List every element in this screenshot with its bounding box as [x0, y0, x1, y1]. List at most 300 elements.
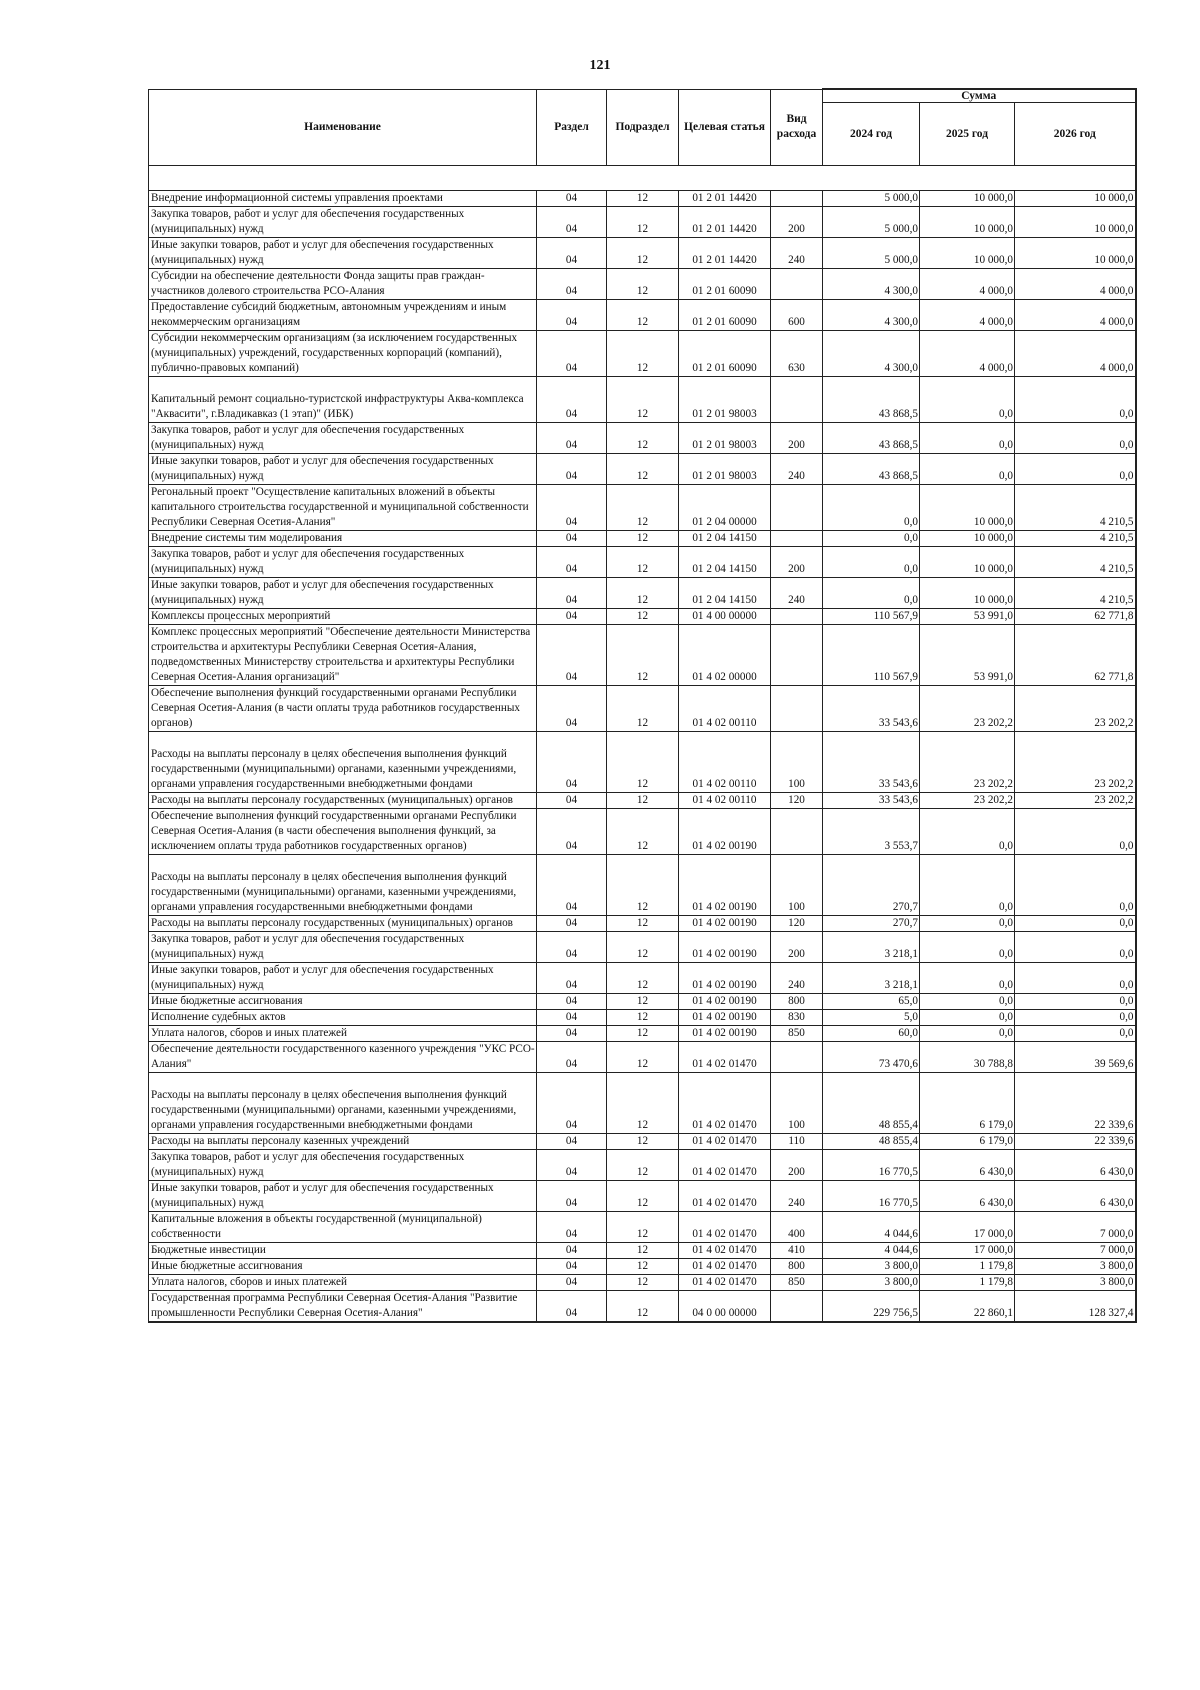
row-2024: 3 800,0	[823, 1259, 920, 1275]
row-name: Расходы на выплаты персоналу государственных (муниципальных) органов	[149, 916, 537, 932]
row-section: 04	[537, 1010, 607, 1026]
row-name: Внедрение системы тим моделирования	[149, 531, 537, 547]
table-row	[149, 686, 1136, 732]
row-subsection: 12	[607, 377, 679, 423]
row-2026: 23 202,2	[1015, 793, 1136, 809]
row-2026: 3 800,0	[1015, 1275, 1136, 1291]
table-row	[149, 1134, 1136, 1150]
row-section: 04	[537, 1259, 607, 1275]
row-section: 04	[537, 809, 607, 855]
row-section: 04	[537, 191, 607, 207]
row-2024: 0,0	[823, 578, 920, 609]
row-2026: 128 327,4	[1015, 1291, 1136, 1323]
row-name: Закупка товаров, работ и услуг для обеспечения государственных (муниципальных) нужд	[149, 207, 537, 238]
row-target-item: 01 4 02 01470	[679, 1259, 771, 1275]
row-name: Иные закупки товаров, работ и услуг для обеспечения государственных (муниципальных) нужд	[149, 454, 537, 485]
row-2024: 3 218,1	[823, 932, 920, 963]
row-section: 04	[537, 793, 607, 809]
row-2026: 4 210,5	[1015, 578, 1136, 609]
row-expense-type: 100	[771, 732, 823, 793]
row-2025: 6 179,0	[920, 1134, 1015, 1150]
row-2026: 22 339,6	[1015, 1073, 1136, 1134]
row-2025: 23 202,2	[920, 793, 1015, 809]
table-row	[149, 609, 1136, 625]
row-subsection: 12	[607, 207, 679, 238]
row-section: 04	[537, 1212, 607, 1243]
row-2025: 4 000,0	[920, 331, 1015, 377]
row-2026: 3 800,0	[1015, 1259, 1136, 1275]
row-expense-type	[771, 609, 823, 625]
row-name: Расходы на выплаты персоналу в целях обеспечения выполнения функций государственными (муниципальными) органами, казенными учреждениями, органами управления государственными внебюджетными фондами	[149, 732, 537, 793]
row-expense-type: 800	[771, 1259, 823, 1275]
table-row	[149, 1291, 1136, 1323]
row-target-item: 01 4 00 00000	[679, 609, 771, 625]
row-target-item: 01 2 01 60090	[679, 269, 771, 300]
table-row	[149, 300, 1136, 331]
row-target-item: 01 4 02 00110	[679, 686, 771, 732]
row-2025: 23 202,2	[920, 732, 1015, 793]
table-row	[149, 578, 1136, 609]
row-section: 04	[537, 454, 607, 485]
row-subsection: 12	[607, 423, 679, 454]
row-expense-type: 200	[771, 207, 823, 238]
row-target-item: 01 4 02 01470	[679, 1212, 771, 1243]
row-name: Предоставление субсидий бюджетным, автономным учреждениям и иным некоммерческим организациям	[149, 300, 537, 331]
row-target-item: 01 4 02 00190	[679, 994, 771, 1010]
row-subsection: 12	[607, 191, 679, 207]
row-section: 04	[537, 547, 607, 578]
table-body	[149, 191, 1136, 1323]
row-subsection: 12	[607, 1181, 679, 1212]
table-row	[149, 377, 1136, 423]
row-2024: 33 543,6	[823, 793, 920, 809]
row-name: Субсидии некоммерческим организациям (за исключением государственных (муниципальных) учреждений, государственных корпораций (компаний), публично-правовых компаний)	[149, 331, 537, 377]
row-name: Субсидии на обеспечение деятельности Фонда защиты прав граждан-участников долевого строительства РСО-Алания	[149, 269, 537, 300]
row-expense-type: 120	[771, 916, 823, 932]
row-expense-type: 400	[771, 1212, 823, 1243]
row-2025: 1 179,8	[920, 1259, 1015, 1275]
row-subsection: 12	[607, 1212, 679, 1243]
row-name: Расходы на выплаты персоналу в целях обеспечения выполнения функций государственными (муниципальными) органами, казенными учреждениями, органами управления государственными внебюджетными фондами	[149, 855, 537, 916]
table-row	[149, 547, 1136, 578]
row-expense-type: 200	[771, 932, 823, 963]
table-row	[149, 531, 1136, 547]
row-section: 04	[537, 1291, 607, 1323]
row-expense-type: 410	[771, 1243, 823, 1259]
row-section: 04	[537, 300, 607, 331]
row-section: 04	[537, 331, 607, 377]
row-section: 04	[537, 1243, 607, 1259]
row-2025: 0,0	[920, 963, 1015, 994]
row-2024: 43 868,5	[823, 377, 920, 423]
row-2025: 0,0	[920, 423, 1015, 454]
row-target-item: 01 4 02 00110	[679, 732, 771, 793]
row-target-item: 01 4 02 00190	[679, 932, 771, 963]
row-2026: 4 000,0	[1015, 269, 1136, 300]
row-expense-type	[771, 625, 823, 686]
budget-table	[148, 88, 1137, 1323]
row-name: Регональный проект "Осуществление капитальных вложений в объекты капитального строительства государственной и муниципальной собственности Республики Северная Осетия-Алания"	[149, 485, 537, 531]
row-2026: 0,0	[1015, 377, 1136, 423]
table-row	[149, 1073, 1136, 1134]
row-2025: 10 000,0	[920, 238, 1015, 269]
row-section: 04	[537, 994, 607, 1010]
row-target-item: 01 2 04 00000	[679, 485, 771, 531]
row-expense-type: 800	[771, 994, 823, 1010]
row-name: Расходы на выплаты персоналу казенных учреждений	[149, 1134, 537, 1150]
row-2024: 73 470,6	[823, 1042, 920, 1073]
header-2026: 2026 год	[1015, 103, 1136, 166]
row-target-item: 01 2 01 14420	[679, 207, 771, 238]
table-row	[149, 916, 1136, 932]
row-2025: 1 179,8	[920, 1275, 1015, 1291]
row-subsection: 12	[607, 1291, 679, 1323]
table-row	[149, 809, 1136, 855]
row-2025: 6 179,0	[920, 1073, 1015, 1134]
row-section: 04	[537, 377, 607, 423]
row-target-item: 01 2 01 60090	[679, 331, 771, 377]
row-2026: 62 771,8	[1015, 609, 1136, 625]
row-subsection: 12	[607, 300, 679, 331]
row-2025: 53 991,0	[920, 625, 1015, 686]
row-subsection: 12	[607, 1026, 679, 1042]
row-name: Исполнение судебных актов	[149, 1010, 537, 1026]
row-subsection: 12	[607, 625, 679, 686]
row-target-item: 01 4 02 01470	[679, 1181, 771, 1212]
row-target-item: 04 0 00 00000	[679, 1291, 771, 1323]
row-subsection: 12	[607, 1010, 679, 1026]
row-2024: 0,0	[823, 547, 920, 578]
row-2025: 30 788,8	[920, 1042, 1015, 1073]
row-2025: 4 000,0	[920, 269, 1015, 300]
row-name: Обеспечение выполнения функций государственными органами Республики Северная Осетия-Алания (в части оплаты труда работников государственных органов)	[149, 686, 537, 732]
row-2025: 0,0	[920, 454, 1015, 485]
row-expense-type	[771, 1042, 823, 1073]
row-section: 04	[537, 1042, 607, 1073]
row-2025: 10 000,0	[920, 485, 1015, 531]
row-subsection: 12	[607, 686, 679, 732]
table-row	[149, 207, 1136, 238]
header-2025: 2025 год	[920, 103, 1015, 166]
row-expense-type	[771, 531, 823, 547]
row-section: 04	[537, 1275, 607, 1291]
row-2026: 0,0	[1015, 855, 1136, 916]
row-2025: 6 430,0	[920, 1181, 1015, 1212]
row-2025: 0,0	[920, 1010, 1015, 1026]
row-expense-type: 630	[771, 331, 823, 377]
row-section: 04	[537, 531, 607, 547]
row-2024: 43 868,5	[823, 454, 920, 485]
row-expense-type	[771, 809, 823, 855]
row-subsection: 12	[607, 331, 679, 377]
row-2026: 0,0	[1015, 423, 1136, 454]
row-subsection: 12	[607, 1134, 679, 1150]
row-name: Расходы на выплаты персоналу в целях обеспечения выполнения функций государственными (муниципальными) органами, казенными учреждениями, органами управления государственными внебюджетными фондами	[149, 1073, 537, 1134]
row-name: Иные бюджетные ассигнования	[149, 994, 537, 1010]
row-subsection: 12	[607, 547, 679, 578]
row-expense-type: 200	[771, 1150, 823, 1181]
row-target-item: 01 4 02 00190	[679, 855, 771, 916]
row-name: Внедрение информационной системы управления проектами	[149, 191, 537, 207]
table-row	[149, 1150, 1136, 1181]
row-name: Иные закупки товаров, работ и услуг для обеспечения государственных (муниципальных) нужд	[149, 578, 537, 609]
row-subsection: 12	[607, 932, 679, 963]
header-2024: 2024 год	[823, 103, 920, 166]
row-target-item: 01 2 04 14150	[679, 578, 771, 609]
row-2025: 0,0	[920, 809, 1015, 855]
row-2026: 7 000,0	[1015, 1212, 1136, 1243]
row-section: 04	[537, 578, 607, 609]
row-name: Капитальные вложения в объекты государственной (муниципальной) собственности	[149, 1212, 537, 1243]
row-2026: 0,0	[1015, 916, 1136, 932]
row-target-item: 01 2 01 98003	[679, 377, 771, 423]
row-2025: 0,0	[920, 377, 1015, 423]
row-2024: 4 300,0	[823, 269, 920, 300]
header-name: Наименование	[149, 89, 537, 166]
row-subsection: 12	[607, 531, 679, 547]
row-subsection: 12	[607, 238, 679, 269]
header-sum: Сумма	[823, 89, 1136, 103]
row-expense-type: 200	[771, 423, 823, 454]
row-target-item: 01 4 02 00190	[679, 963, 771, 994]
row-target-item: 01 4 02 00110	[679, 793, 771, 809]
row-2024: 5 000,0	[823, 191, 920, 207]
row-section: 04	[537, 732, 607, 793]
table-row	[149, 191, 1136, 207]
row-2026: 4 000,0	[1015, 331, 1136, 377]
row-expense-type: 120	[771, 793, 823, 809]
row-section: 04	[537, 1073, 607, 1134]
row-2024: 65,0	[823, 994, 920, 1010]
row-2024: 4 300,0	[823, 300, 920, 331]
row-section: 04	[537, 423, 607, 454]
table-row	[149, 331, 1136, 377]
row-section: 04	[537, 1134, 607, 1150]
row-target-item: 01 4 02 00190	[679, 1026, 771, 1042]
row-expense-type: 240	[771, 238, 823, 269]
row-section: 04	[537, 609, 607, 625]
row-2024: 4 044,6	[823, 1243, 920, 1259]
row-target-item: 01 4 02 00190	[679, 916, 771, 932]
row-2025: 10 000,0	[920, 547, 1015, 578]
row-name: Закупка товаров, работ и услуг для обеспечения государственных (муниципальных) нужд	[149, 423, 537, 454]
row-2024: 3 553,7	[823, 809, 920, 855]
header-section: Раздел	[537, 89, 607, 166]
row-name: Расходы на выплаты персоналу государственных (муниципальных) органов	[149, 793, 537, 809]
row-2026: 22 339,6	[1015, 1134, 1136, 1150]
row-2024: 5,0	[823, 1010, 920, 1026]
row-2025: 0,0	[920, 855, 1015, 916]
row-expense-type	[771, 269, 823, 300]
row-subsection: 12	[607, 454, 679, 485]
row-2024: 43 868,5	[823, 423, 920, 454]
row-name: Обеспечение деятельности государственного казенного учреждения "УКС РСО-Алания"	[149, 1042, 537, 1073]
row-subsection: 12	[607, 732, 679, 793]
row-2025: 6 430,0	[920, 1150, 1015, 1181]
row-2024: 4 044,6	[823, 1212, 920, 1243]
row-expense-type: 240	[771, 963, 823, 994]
row-target-item: 01 2 01 98003	[679, 423, 771, 454]
row-2024: 110 567,9	[823, 625, 920, 686]
header-target-item: Целевая статья	[679, 89, 771, 166]
table-row	[149, 423, 1136, 454]
row-name: Закупка товаров, работ и услуг для обеспечения государственных (муниципальных) нужд	[149, 932, 537, 963]
row-2026: 23 202,2	[1015, 732, 1136, 793]
row-target-item: 01 4 02 01470	[679, 1073, 771, 1134]
row-2024: 48 855,4	[823, 1134, 920, 1150]
row-expense-type: 850	[771, 1026, 823, 1042]
row-subsection: 12	[607, 485, 679, 531]
table-row	[149, 1042, 1136, 1073]
row-section: 04	[537, 1181, 607, 1212]
row-2025: 23 202,2	[920, 686, 1015, 732]
row-subsection: 12	[607, 1243, 679, 1259]
row-subsection: 12	[607, 855, 679, 916]
row-expense-type: 100	[771, 1073, 823, 1134]
row-expense-type: 240	[771, 1181, 823, 1212]
row-2026: 6 430,0	[1015, 1150, 1136, 1181]
row-expense-type: 200	[771, 547, 823, 578]
row-2026: 0,0	[1015, 1026, 1136, 1042]
row-target-item: 01 4 02 01470	[679, 1243, 771, 1259]
row-target-item: 01 2 01 14420	[679, 238, 771, 269]
row-section: 04	[537, 1026, 607, 1042]
row-subsection: 12	[607, 793, 679, 809]
table-row	[149, 1275, 1136, 1291]
row-2024: 4 300,0	[823, 331, 920, 377]
row-target-item: 01 2 01 14420	[679, 191, 771, 207]
row-section: 04	[537, 485, 607, 531]
row-2025: 0,0	[920, 994, 1015, 1010]
row-2026: 4 000,0	[1015, 300, 1136, 331]
row-section: 04	[537, 932, 607, 963]
row-2026: 0,0	[1015, 994, 1136, 1010]
row-name: Иные закупки товаров, работ и услуг для обеспечения государственных (муниципальных) нужд	[149, 963, 537, 994]
row-target-item: 01 4 02 01470	[679, 1134, 771, 1150]
row-target-item: 01 4 02 01470	[679, 1150, 771, 1181]
row-subsection: 12	[607, 578, 679, 609]
row-expense-type: 100	[771, 855, 823, 916]
row-2024: 33 543,6	[823, 732, 920, 793]
row-2024: 16 770,5	[823, 1181, 920, 1212]
row-2026: 10 000,0	[1015, 238, 1136, 269]
row-2026: 0,0	[1015, 963, 1136, 994]
row-expense-type: 110	[771, 1134, 823, 1150]
table-row	[149, 994, 1136, 1010]
row-target-item: 01 2 01 60090	[679, 300, 771, 331]
row-subsection: 12	[607, 1073, 679, 1134]
row-section: 04	[537, 207, 607, 238]
header-subsection: Подраздел	[607, 89, 679, 166]
row-2024: 0,0	[823, 485, 920, 531]
row-expense-type: 830	[771, 1010, 823, 1026]
row-section: 04	[537, 1150, 607, 1181]
row-2025: 4 000,0	[920, 300, 1015, 331]
row-2025: 22 860,1	[920, 1291, 1015, 1323]
table-row	[149, 454, 1136, 485]
table-row	[149, 625, 1136, 686]
row-subsection: 12	[607, 1275, 679, 1291]
table-row	[149, 485, 1136, 531]
row-2025: 0,0	[920, 1026, 1015, 1042]
row-target-item: 01 2 01 98003	[679, 454, 771, 485]
table-row	[149, 1212, 1136, 1243]
row-2024: 33 543,6	[823, 686, 920, 732]
row-name: Закупка товаров, работ и услуг для обеспечения государственных (муниципальных) нужд	[149, 547, 537, 578]
row-section: 04	[537, 625, 607, 686]
table-row	[149, 932, 1136, 963]
row-2025: 53 991,0	[920, 609, 1015, 625]
row-name: Бюджетные инвестиции	[149, 1243, 537, 1259]
row-expense-type	[771, 1291, 823, 1323]
row-2026: 62 771,8	[1015, 625, 1136, 686]
row-subsection: 12	[607, 609, 679, 625]
row-2024: 5 000,0	[823, 238, 920, 269]
row-2025: 10 000,0	[920, 531, 1015, 547]
row-expense-type	[771, 191, 823, 207]
row-subsection: 12	[607, 1042, 679, 1073]
row-target-item: 01 4 02 01470	[679, 1042, 771, 1073]
row-target-item: 01 2 04 14150	[679, 531, 771, 547]
table-row	[149, 238, 1136, 269]
row-target-item: 01 4 02 00190	[679, 809, 771, 855]
table-row	[149, 1259, 1136, 1275]
row-2024: 0,0	[823, 531, 920, 547]
row-subsection: 12	[607, 1150, 679, 1181]
row-section: 04	[537, 269, 607, 300]
row-2024: 270,7	[823, 855, 920, 916]
row-expense-type	[771, 377, 823, 423]
row-name: Уплата налогов, сборов и иных платежей	[149, 1026, 537, 1042]
row-section: 04	[537, 686, 607, 732]
row-2026: 4 210,5	[1015, 547, 1136, 578]
row-2026: 6 430,0	[1015, 1181, 1136, 1212]
row-2024: 3 218,1	[823, 963, 920, 994]
row-2024: 270,7	[823, 916, 920, 932]
row-2024: 16 770,5	[823, 1150, 920, 1181]
row-2025: 0,0	[920, 932, 1015, 963]
row-expense-type: 240	[771, 578, 823, 609]
row-subsection: 12	[607, 916, 679, 932]
table-row	[149, 793, 1136, 809]
row-2026: 7 000,0	[1015, 1243, 1136, 1259]
row-2025: 0,0	[920, 916, 1015, 932]
table-row	[149, 963, 1136, 994]
row-expense-type: 240	[771, 454, 823, 485]
row-name: Государственная программа Республики Северная Осетия-Алания "Развитие промышленности Республики Северная Осетия-Алания"	[149, 1291, 537, 1323]
row-section: 04	[537, 855, 607, 916]
row-2025: 10 000,0	[920, 578, 1015, 609]
row-subsection: 12	[607, 963, 679, 994]
row-expense-type: 600	[771, 300, 823, 331]
row-2026: 4 210,5	[1015, 485, 1136, 531]
row-target-item: 01 4 02 00000	[679, 625, 771, 686]
row-subsection: 12	[607, 1259, 679, 1275]
table-row	[149, 732, 1136, 793]
row-2024: 5 000,0	[823, 207, 920, 238]
row-2026: 39 569,6	[1015, 1042, 1136, 1073]
row-name: Закупка товаров, работ и услуг для обеспечения государственных (муниципальных) нужд	[149, 1150, 537, 1181]
row-subsection: 12	[607, 809, 679, 855]
row-2026: 0,0	[1015, 454, 1136, 485]
row-target-item: 01 4 02 00190	[679, 1010, 771, 1026]
row-target-item: 01 2 04 14150	[679, 547, 771, 578]
row-expense-type	[771, 686, 823, 732]
row-2024: 3 800,0	[823, 1275, 920, 1291]
row-2026: 0,0	[1015, 1010, 1136, 1026]
row-name: Комплекс процессных мероприятий "Обеспечение деятельности Министерства строительства и архитектуры Республики Северная Осетия-Алания, подведомственных Министерству строительства и архитектуры Республики Северная Осетия-Алания организаций"	[149, 625, 537, 686]
row-2025: 10 000,0	[920, 191, 1015, 207]
